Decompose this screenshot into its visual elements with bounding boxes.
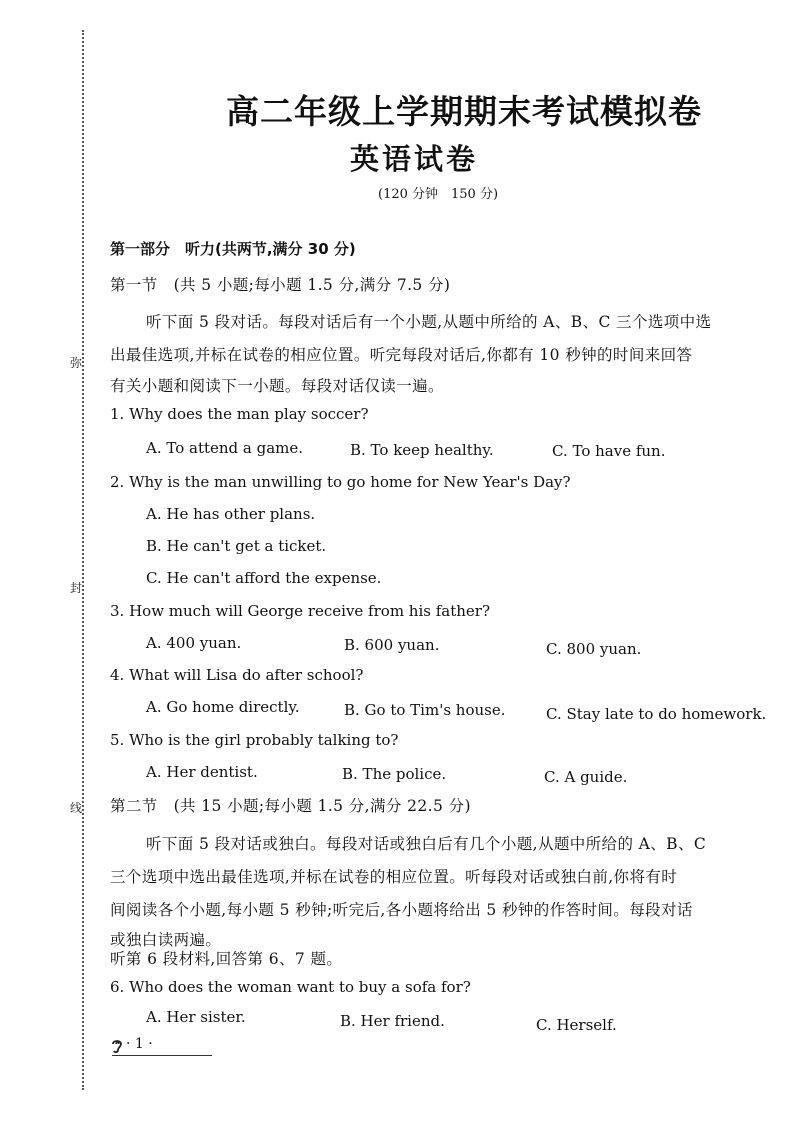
question-stem: 1. Why does the man play soccer? xyxy=(110,405,369,423)
binding-char-feng: 封 xyxy=(70,577,82,598)
option-c: C. He can't afford the expense. xyxy=(146,569,382,587)
option-a: A. Her sister. xyxy=(146,1008,246,1026)
binding-char-mi: 弥 xyxy=(70,352,82,373)
section2-heading: 第二节 (共 15 小题;每小题 1.5 分,满分 22.5 分) xyxy=(110,797,471,815)
exam-title: 高二年级上学期期末考试模拟卷 xyxy=(226,92,702,131)
option-c: C. To have fun. xyxy=(552,442,666,460)
section1-heading: 第一节 (共 5 小题;每小题 1.5 分,满分 7.5 分) xyxy=(110,276,451,294)
part1-heading: 第一部分 听力(共两节,满分 30 分) xyxy=(110,240,356,258)
option-a: A. Her dentist. xyxy=(146,763,258,781)
exam-time-score: (120 分钟 150 分) xyxy=(378,187,499,202)
option-b: B. Go to Tim's house. xyxy=(344,701,506,719)
option-a: A. To attend a game. xyxy=(146,439,304,457)
option-b: B. The police. xyxy=(342,765,447,783)
option-c: C. Herself. xyxy=(536,1016,617,1034)
option-a: A. He has other plans. xyxy=(146,505,316,523)
option-a: A. 400 yuan. xyxy=(146,634,242,652)
question-stem: 6. Who does the woman want to buy a sofa for? xyxy=(110,978,471,996)
binding-char-xian: 线 xyxy=(70,797,82,818)
option-b: B. Her friend. xyxy=(340,1012,445,1030)
exam-subject: 英语试卷 xyxy=(350,142,479,176)
question-stem: 4. What will Lisa do after school? xyxy=(110,666,364,684)
section2-instruction-line: 间阅读各个小题,每小题 5 秒钟;听完后,各小题将给出 5 秒钟的作答时间。每段对话 xyxy=(110,901,693,919)
binding-dotted-line xyxy=(82,30,84,1090)
page-number: · 1 · xyxy=(126,1036,153,1052)
option-b: B. 600 yuan. xyxy=(344,636,440,654)
option-c: C. A guide. xyxy=(544,768,628,786)
option-b: B. He can't get a ticket. xyxy=(146,537,327,555)
question-stem: 5. Who is the girl probably talking to? xyxy=(110,731,399,749)
ear-icon xyxy=(110,1038,124,1054)
question-stem: 3. How much will George receive from his father? xyxy=(110,602,491,620)
question-stem: 2. Why is the man unwilling to go home for New Year's Day? xyxy=(110,473,571,491)
section2-instruction-line: 听下面 5 段对话或独白。每段对话或独白后有几个小题,从题中所给的 A、B、C xyxy=(146,835,707,853)
section2-instruction-line: 或独白读两遍。 xyxy=(110,931,222,949)
option-a: A. Go home directly. xyxy=(146,698,300,716)
section1-instruction-line: 有关小题和阅读下一小题。每段对话仅读一遍。 xyxy=(110,377,444,395)
material-intro: 听第 6 段材料,回答第 6、7 题。 xyxy=(110,950,343,968)
section1-instruction-line: 出最佳选项,并标在试卷的相应位置。听完每段对话后,你都有 10 秒钟的时间来回答 xyxy=(110,346,693,364)
footer-rule xyxy=(112,1055,212,1056)
option-b: B. To keep healthy. xyxy=(350,441,494,459)
section1-instruction-line: 听下面 5 段对话。每段对话后有一个小题,从题中所给的 A、B、C 三个选项中选 xyxy=(146,313,712,331)
option-c: C. Stay late to do homework. xyxy=(546,705,767,723)
section2-instruction-line: 三个选项中选出最佳选项,并标在试卷的相应位置。听每段对话或独白前,你将有时 xyxy=(110,868,678,886)
option-c: C. 800 yuan. xyxy=(546,640,642,658)
